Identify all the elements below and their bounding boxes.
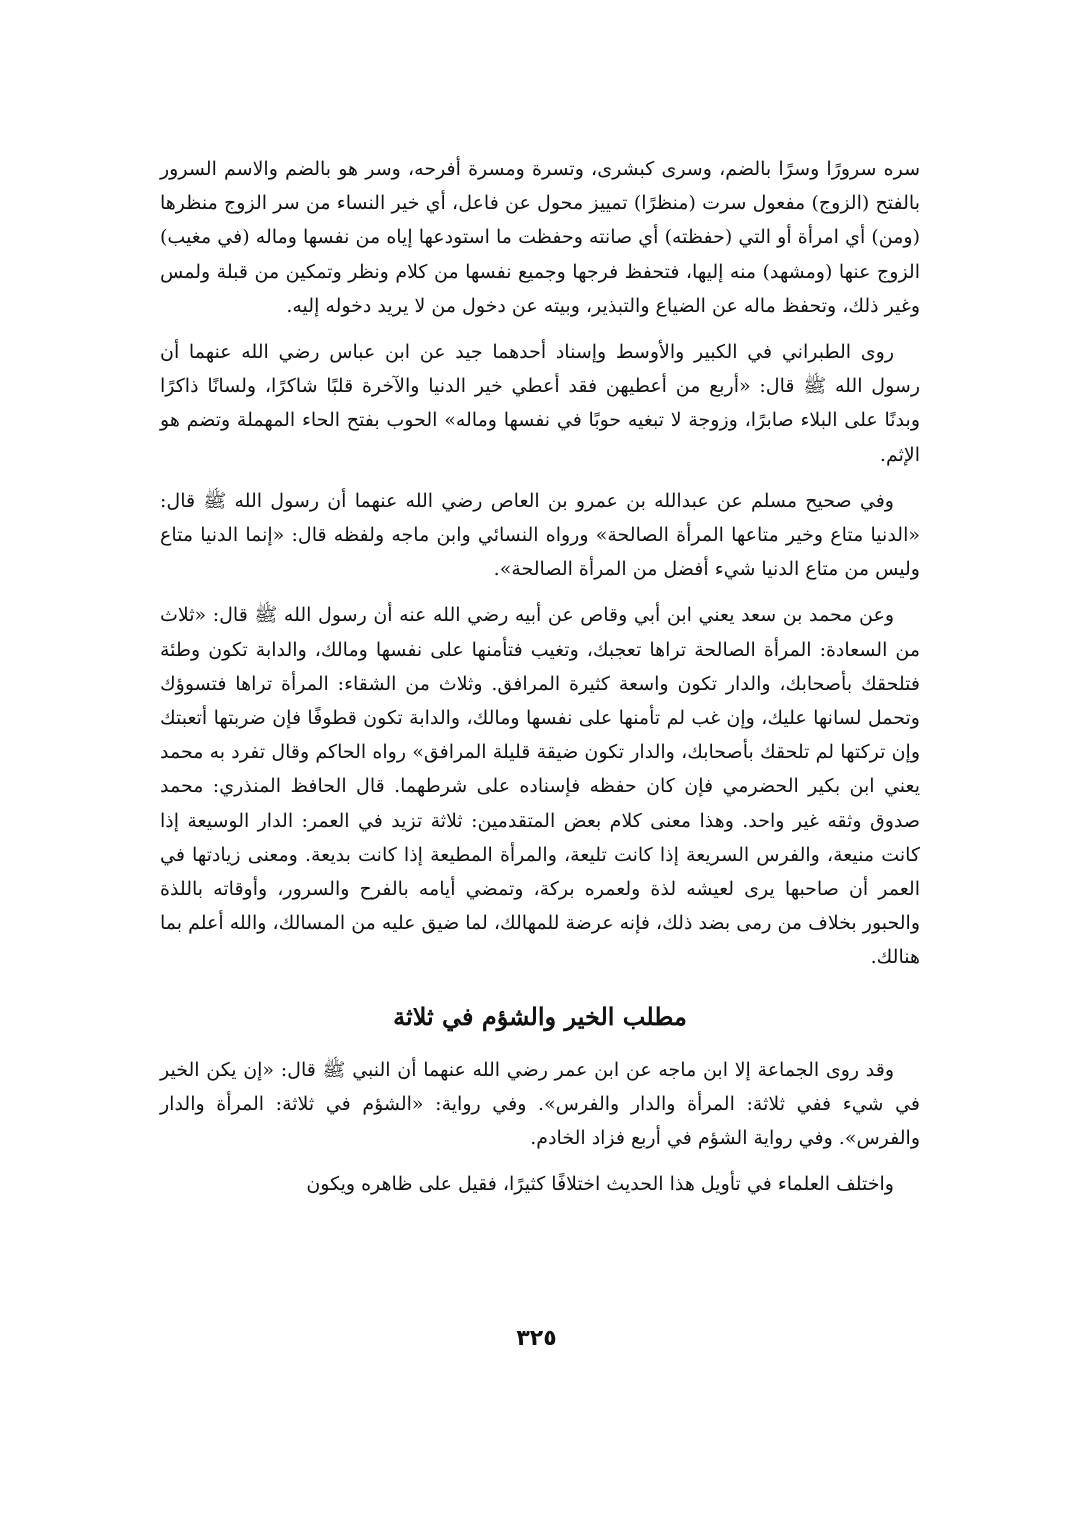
- paragraph-5: وقد روى الجماعة إلا ابن ماجه عن ابن عمر رضي الله عنهما أن النبي ﷺ قال: «إن يكن الخير في شيء ففي ثلاثة: المرأة والدار والفرس». وفي رواية: «الشؤم في ثلاثة: المرأة والدار والفرس». وفي رواية الشؤم في أربع فزاد الخادم.: [160, 1058, 920, 1150]
- section-heading: مطلب الخير والشؤم في ثلاثة: [393, 1001, 687, 1031]
- page-body: [160, 152, 920, 1201]
- paragraph-6: واختلف العلماء في تأويل هذا الحديث اختلافًا كثيرًا، فقيل على ظاهره ويكون: [306, 1173, 894, 1196]
- paragraph-2: روى الطبراني في الكبير والأوسط وإسناد أحدهما جيد عن ابن عباس رضي الله عنهما أن رسول الله ﷺ قال: «أربع من أعطيهن فقد أعطي خير الدنيا والآخرة قلبًا شاكرًا، ولسانًا ذاكرًا وبدنًا على البلاء صابرًا، وزوجة لا تبغيه حوبًا في نفسها وماله» الحوب بفتح الحاء المهملة وتضم هو الإثم.: [160, 341, 920, 466]
- page-number: ٣٢٥: [516, 1326, 557, 1351]
- paragraph-4: وعن محمد بن سعد يعني ابن أبي وقاص عن أبيه رضي الله عنه أن رسول الله ﷺ قال: «ثلاث من السعادة: المرأة الصالحة تراها تعجبك، وتغيب فتأمنها على نفسها ومالك، والدابة تكون وطئة فتلحقك بأصحابك، والدار تكون واسعة كثيرة المرافق. وثلاث من الشقاء: المرأة تراها فتسوؤك وتحمل لسانها عليك، وإن غب لم تأمنها على نفسها ومالك، والدابة تكون قطوفًا فإن ضربتها أتعبتك وإن تركتها لم تلحقك بأصحابك، والدار تكون ضيقة قليلة المرافق» رواه الحاكم وقال تفرد به محمد يعني ابن بكير الحضرمي فإن كان حفظه فإسناده على شرطهما. قال الحافظ المنذري: محمد صدوق وثقه غير واحد. وهذا معنى كلام بعض المتقدمين: ثلاثة تزيد في العمر: الدار الوسيعة إذا كانت منيعة، والفرس السريعة إذا كانت تليعة، والمرأة المطيعة إذا كانت بديعة. ومعنى زيادتها في العمر أن صاحبها يرى لعيشه لذة ولعمره بركة، وتمضي أيامه بالفرح والسرور، وأوقاته باللذة والحبور بخلاف من رمى بضد ذلك، فإنه عرضة للمهالك، لما ضيق عليه من المسالك، والله أعلم بما هنالك.: [160, 604, 920, 969]
- paragraph-3: وفي صحيح مسلم عن عبدالله بن عمرو بن العاص رضي الله عنهما أن رسول الله ﷺ قال: «الدنيا متاع وخير متاعها المرأة الصالحة» ورواه النسائي وابن ماجه ولفظه قال: «إنما الدنيا متاع وليس من متاع الدنيا شيء أفضل من المرأة الصالحة».: [160, 489, 920, 581]
- paragraph-1: سره سرورًا وسرًا بالضم، وسرى كبشرى، وتسرة ومسرة أفرحه، وسر هو بالضم والاسم السرور بالفتح (الزوج) مفعول سرت (منظرًا) تمييز محول عن فاعل، أي خير النساء من سر الزوج منظرها (ومن) أي امرأة أو التي (حفظته) أي صانته وحفظت ما استودعها إياه من نفسها وماله (في مغيب) الزوج عنها (ومشهد) منه إليها، فتحفظ فرجها وجميع نفسها من كلام ونظر وتمكين من قبلة ولمس وغير ذلك، وتحفظ ماله عن الضياع والتبذير، وبيته عن دخول من لا يريد دخوله إليه.: [160, 158, 921, 317]
